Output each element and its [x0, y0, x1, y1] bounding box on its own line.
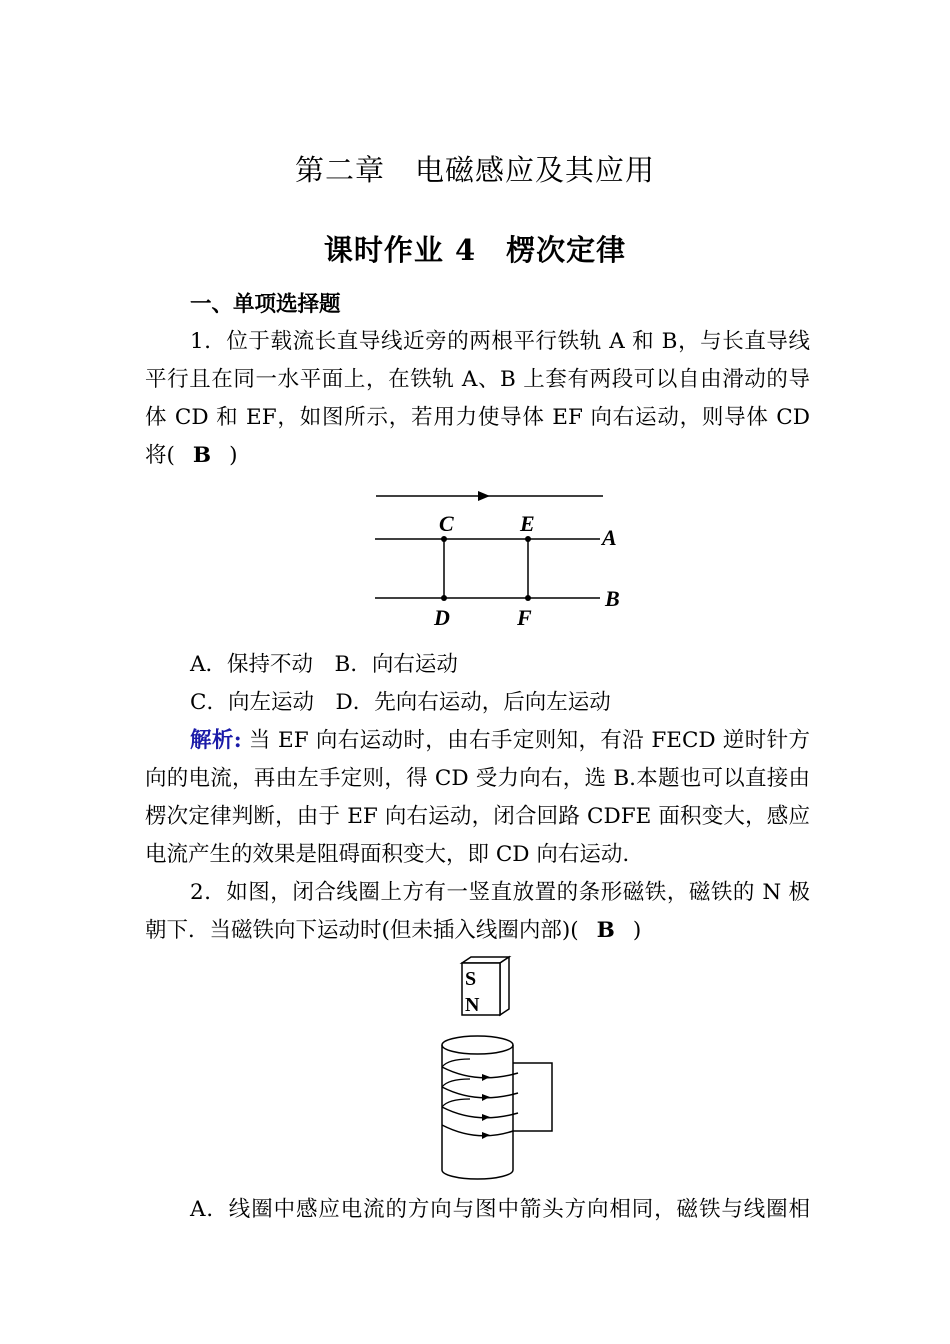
q1-stem-line3: 体 CD 和 EF，如图所示，若用力使导体 EF 向右运动，则导体 CD: [145, 405, 810, 430]
q1-options-row2: C．向左运动 D．先向右运动，后向左运动: [190, 690, 611, 715]
q2-stem-text: 朝下．当磁铁向下运动时(但未插入线圈内部)(: [145, 918, 579, 943]
q2-answer: B: [596, 918, 615, 943]
analysis-label: 解析:: [190, 728, 242, 753]
label-E: E: [520, 511, 535, 536]
q2-figure-magnet-coil: [430, 955, 560, 1185]
q1-analysis-line4: 电流产生的效果是阻碍面积变大，即 CD 向右运动.: [145, 842, 630, 867]
current-arrow-icon: [478, 491, 490, 501]
label-A: A: [602, 525, 617, 550]
coil-arrow-icon: [482, 1074, 490, 1081]
coil-arrow-icon: [482, 1114, 490, 1121]
q1-analysis-line1: [190, 726, 810, 756]
q1-options-row1: A．保持不动 B．向右运动: [190, 652, 458, 677]
q1-analysis-line2: 向的电流，再由左手定则，得 CD 受力向右，选 B.本题也可以直接由: [145, 766, 810, 791]
q2-stem-line2: [145, 916, 810, 946]
q1-answer: B: [192, 443, 212, 468]
q1-stem-line2: 平行且在同一水平面上，在铁轨 A、B 上套有两段可以自由滑动的导: [145, 367, 810, 392]
label-D: D: [434, 605, 450, 630]
q1-paren-open: 将(: [145, 443, 175, 468]
coil-arrow-icon: [482, 1132, 490, 1139]
label-B: B: [605, 586, 620, 611]
chapter-title: 第二章 电磁感应及其应用: [294, 153, 655, 187]
label-S: S: [465, 968, 477, 990]
label-N: N: [465, 994, 480, 1016]
q2-option-A-line1: A．线圈中感应电流的方向与图中箭头方向相同，磁铁与线圈相: [190, 1197, 810, 1222]
q2-stem-line1: 2．如图，闭合线圈上方有一竖直放置的条形磁铁，磁铁的 N 极: [190, 880, 810, 905]
label-F: F: [517, 605, 532, 630]
lesson-title: 课时作业 4 楞次定律: [323, 233, 627, 267]
section-heading: 一、单项选择题: [190, 292, 341, 317]
label-C: C: [439, 511, 454, 536]
q1-analysis-text1: 当 EF 向右运动时，由右手定则知，有沿 FECD 逆时针方: [241, 728, 811, 753]
q1-figure-rails: [360, 482, 640, 632]
q1-analysis-line3: 楞次定律判断，由于 EF 向右运动，闭合回路 CDFE 面积变大，感应: [145, 804, 810, 829]
coil-arrow-icon: [482, 1094, 490, 1101]
q1-paren-close: ): [229, 443, 238, 468]
q1-stem-line1: 1．位于载流长直导线近旁的两根平行铁轨 A 和 B，与长直导线: [190, 329, 810, 354]
q2-paren-close: ): [632, 918, 642, 943]
q1-stem-line4: [145, 441, 810, 471]
